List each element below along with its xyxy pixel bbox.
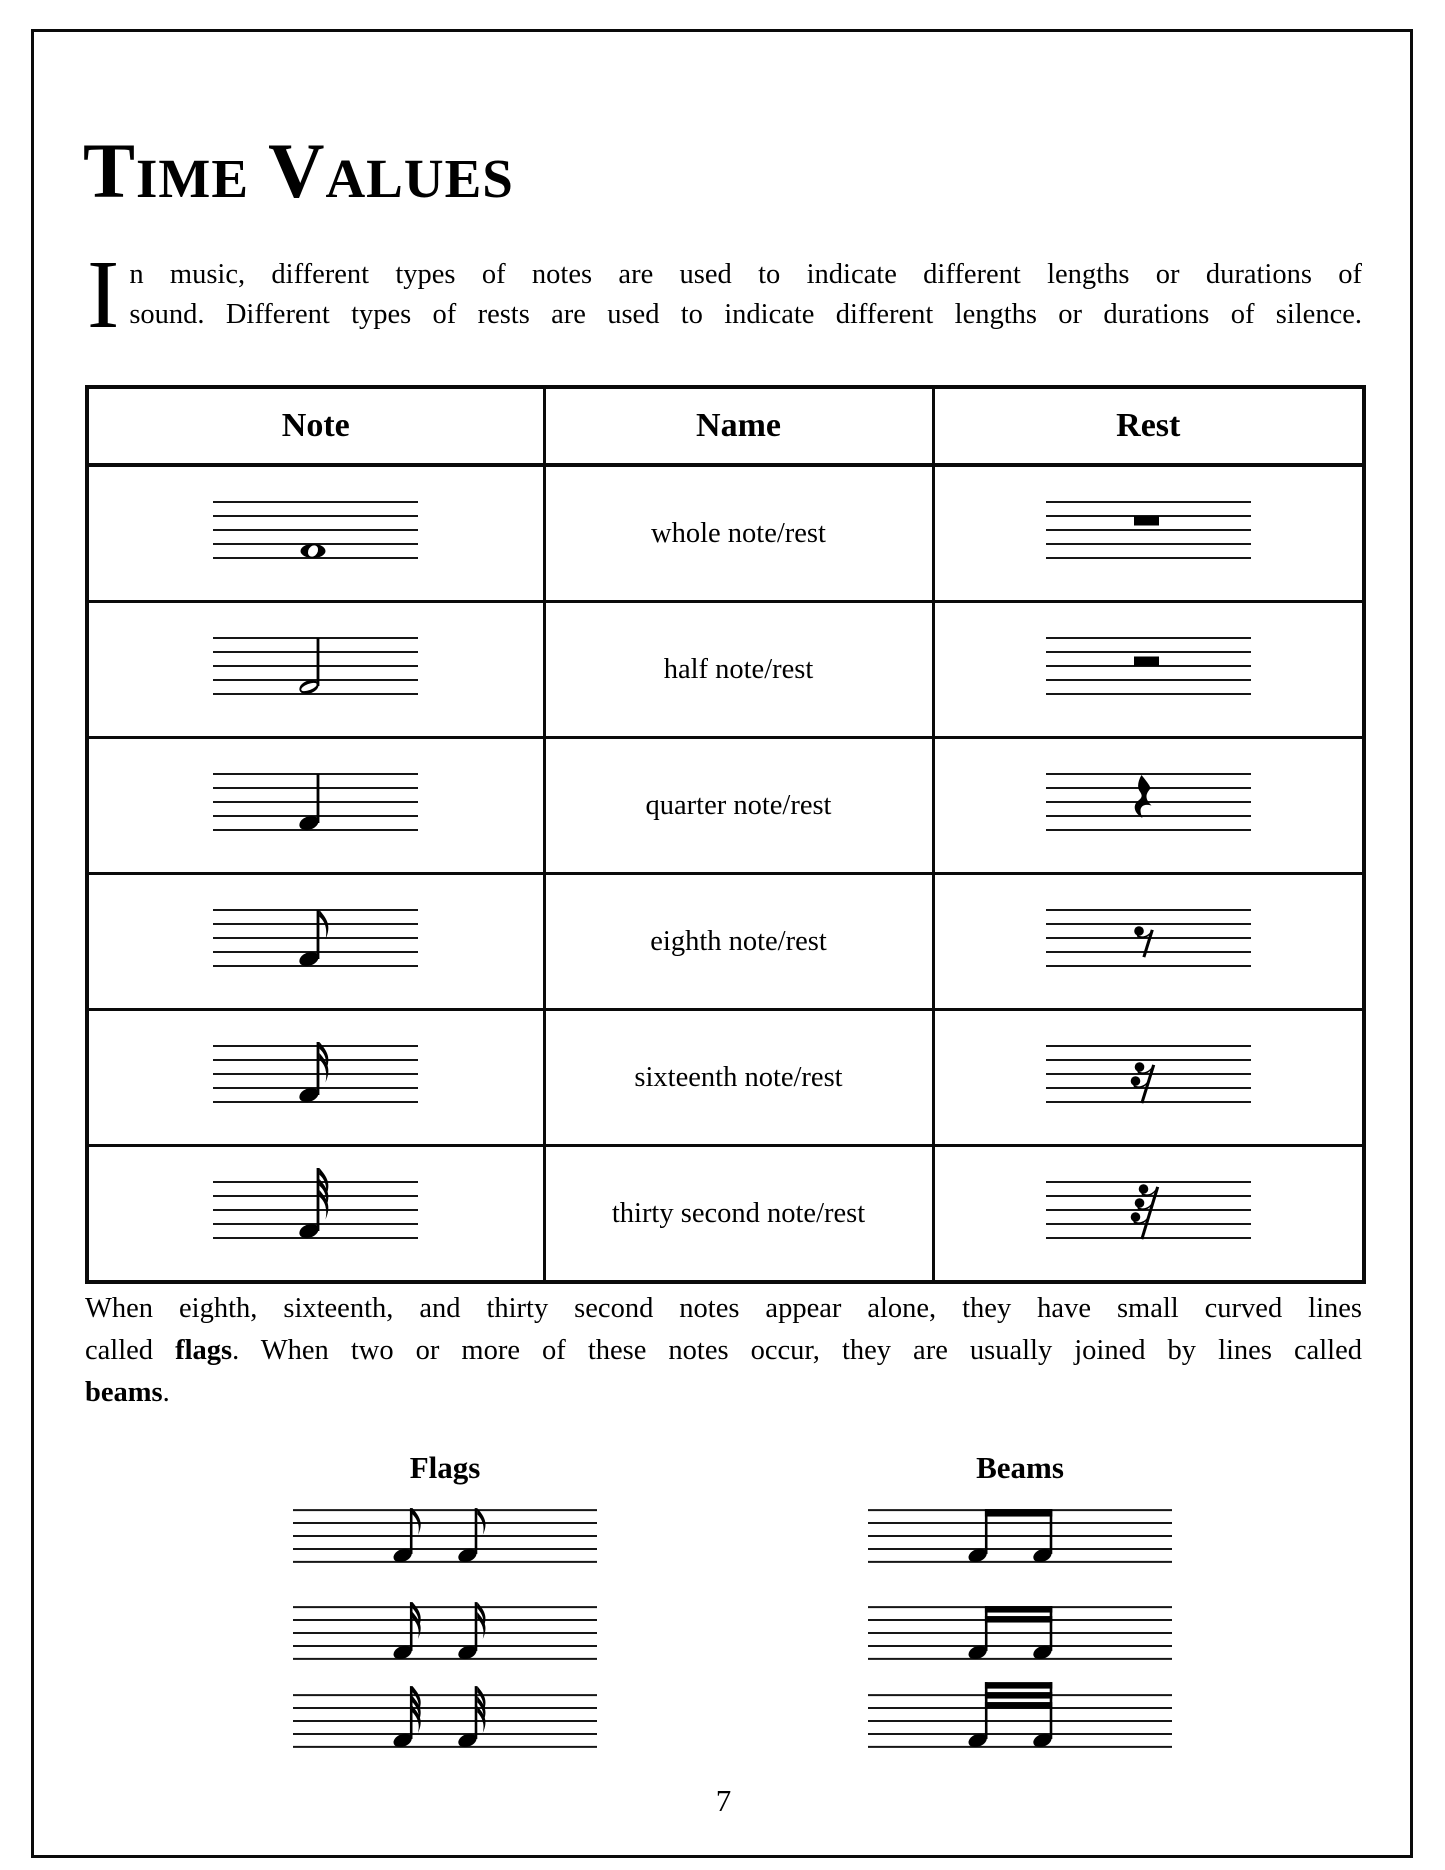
table-header-rest: Rest: [933, 387, 1364, 465]
table-row: [87, 1010, 1364, 1146]
page-number: 7: [715, 1783, 732, 1818]
row-name: whole note/rest: [544, 465, 933, 602]
sixteenth-notes-flags-staff: [293, 1593, 597, 1669]
table-row: [87, 738, 1364, 874]
quarter-rest-icon: [1046, 744, 1251, 860]
row-name: quarter note/rest: [544, 738, 933, 874]
sixteenth-rest-icon: [1046, 1016, 1251, 1132]
table-row: [87, 602, 1364, 738]
thirty-second-notes-flags-staff: [293, 1681, 597, 1757]
paragraph-line-3: beams.: [85, 1377, 170, 1408]
flags-label: Flags: [409, 1450, 481, 1485]
table-header-note: Note: [87, 387, 544, 465]
drop-cap: I: [87, 240, 120, 348]
paragraph-line-2: called flags. When two or more of these notes occur, they are usually joined by lines called: [85, 1335, 1362, 1366]
whole-rest-icon: [1046, 472, 1251, 588]
row-name: thirty second note/rest: [544, 1146, 933, 1283]
eighth-notes-beam-staff: [868, 1496, 1172, 1572]
thirty-second-note-icon: [213, 1152, 418, 1268]
table-row: [87, 874, 1364, 1010]
table-row: [87, 465, 1364, 602]
paragraph-line-1: When eighth, sixteenth, and thirty second notes appear alone, they have small curved lines: [85, 1293, 1362, 1324]
page-title: Time Values: [83, 127, 514, 215]
table-header-row: [87, 387, 1364, 465]
half-note-icon: [213, 608, 418, 724]
table-row: [87, 1146, 1364, 1283]
row-name: eighth note/rest: [544, 874, 933, 1010]
flags-beams-paragraph: [85, 1288, 1362, 1414]
row-name: sixteenth note/rest: [544, 1010, 933, 1146]
eighth-note-icon: [213, 880, 418, 996]
quarter-note-icon: [213, 744, 418, 860]
table-header-name: Name: [544, 387, 933, 465]
intro-paragraph: [85, 240, 1362, 348]
row-name: half note/rest: [544, 602, 933, 738]
half-rest-icon: [1046, 608, 1251, 724]
intro-line-2: sound. Different types of rests are used to indicate different lengths or durations of silence.: [129, 298, 1362, 330]
time-values-table: [85, 385, 1366, 1284]
sixteenth-notes-beam-staff: [868, 1593, 1172, 1669]
intro-line-1: n music, different types of notes are used to indicate different lengths or durations of: [129, 258, 1362, 290]
beams-label: Beams: [976, 1450, 1064, 1485]
thirty-second-rest-icon: [1046, 1152, 1251, 1268]
sixteenth-note-icon: [213, 1016, 418, 1132]
eighth-notes-flags-staff: [293, 1496, 597, 1572]
whole-note-icon: [213, 472, 418, 588]
thirty-second-notes-beam-staff: [868, 1681, 1172, 1757]
eighth-rest-icon: [1046, 880, 1251, 996]
